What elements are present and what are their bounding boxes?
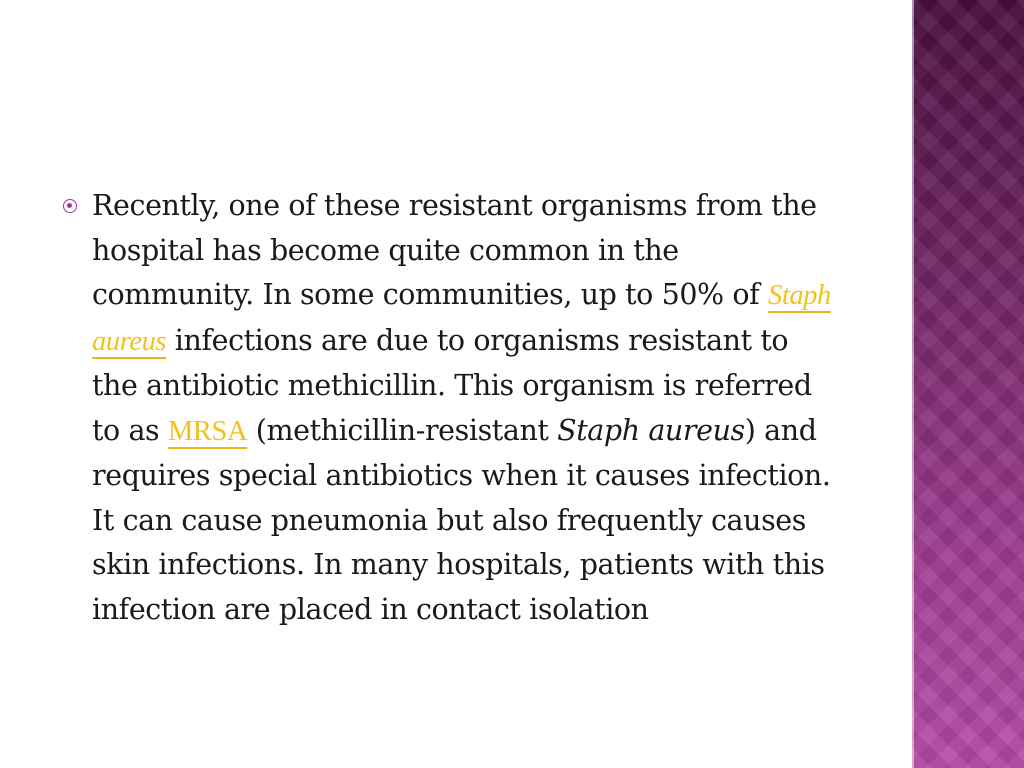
staph-aureus-emphasis: Staph aureus [557,413,745,447]
paragraph-text-4: ) and requires special antibiotics when it causes infection. It can cause pneumonia but also frequently causes skin infections. In many hospitals, patients with this infection are placed in contact isolation [92,413,831,626]
mrsa-link[interactable]: MRSA [167,415,248,447]
paragraph-text-2: infections are due to organisms resistant to the antibiotic methicillin. This organism is referred to as [92,323,812,447]
paragraph-text-1: Recently, one of these resistant organisms from the hospital has become quite common in the community. In some communities, up to 50% of [92,189,817,311]
decorative-side-panel [912,0,1024,768]
paragraph-text-3: (methicillin-resistant [247,413,558,447]
circle-dot-bullet-icon [63,199,77,213]
bullet-paragraph [92,184,837,632]
staph-aureus-link[interactable]: Staph aureus [92,280,831,357]
